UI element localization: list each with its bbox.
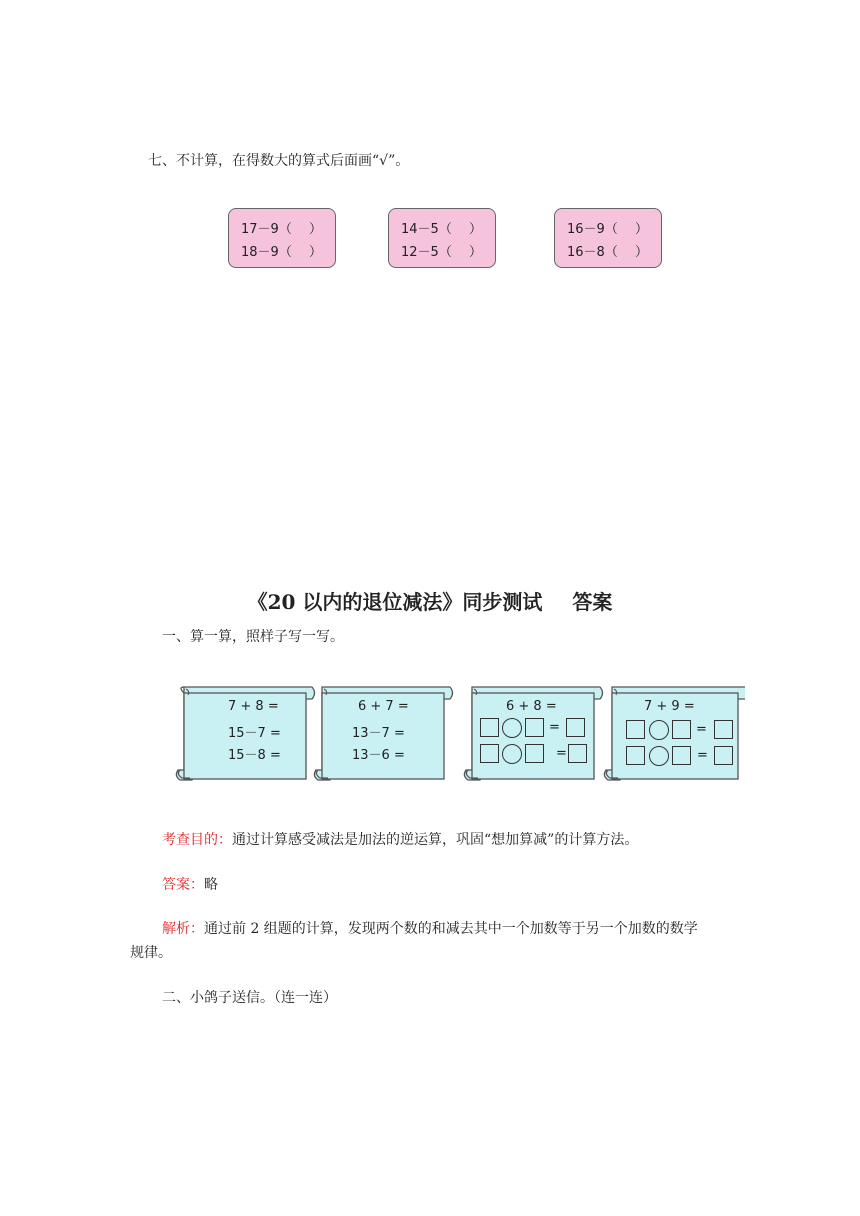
answer-title-text: 《20 以内的退位减法》同步测试 bbox=[247, 590, 543, 614]
comparison-line: 14－5（ ） bbox=[401, 222, 482, 237]
blank-square bbox=[525, 718, 544, 737]
blank-square bbox=[525, 744, 544, 763]
answer-text: 略 bbox=[204, 877, 218, 893]
scroll-card-3 bbox=[460, 684, 600, 784]
scroll-card-4 bbox=[600, 684, 740, 784]
analysis-paragraph bbox=[162, 918, 698, 938]
purpose-paragraph bbox=[162, 829, 638, 849]
equation-line: 13－7 = bbox=[352, 726, 405, 741]
blank-square bbox=[672, 746, 691, 765]
answer-label: 答案： bbox=[162, 877, 204, 893]
blank-square bbox=[626, 720, 645, 739]
analysis-text: 通过前 2 组题的计算，发现两个数的和减去其中一个加数等于另一个加数的数学 bbox=[204, 921, 698, 937]
equals-sign: = bbox=[556, 746, 567, 761]
scroll-card-2 bbox=[310, 684, 450, 784]
equation-line: 13－6 = bbox=[352, 748, 405, 763]
section-2-heading: 二、小鸽子送信。（连一连） bbox=[162, 990, 337, 1006]
equation-line: 15－7 = bbox=[228, 726, 281, 741]
analysis-continuation: 规律。 bbox=[130, 945, 172, 961]
blank-circle bbox=[502, 744, 522, 764]
blank-circle bbox=[502, 718, 522, 738]
equation-line: 6 + 7 = bbox=[358, 699, 409, 714]
blank-square bbox=[626, 746, 645, 765]
equation-line: 7 + 9 = bbox=[644, 699, 695, 714]
equation-line: 6 + 8 = bbox=[506, 699, 557, 714]
equals-sign: = bbox=[697, 748, 708, 763]
equation-line: 7 + 8 = bbox=[228, 699, 279, 714]
comparison-line: 12－5（ ） bbox=[401, 245, 482, 260]
equation-line: 15－8 = bbox=[228, 748, 281, 763]
comparison-line: 18－9（ ） bbox=[241, 245, 322, 260]
purpose-label: 考查目的： bbox=[162, 832, 232, 848]
analysis-label: 解析： bbox=[162, 921, 204, 937]
equals-sign: = bbox=[696, 722, 707, 737]
comparison-box-2 bbox=[388, 208, 496, 268]
answer-paragraph bbox=[162, 874, 218, 894]
scroll-card-1 bbox=[172, 684, 312, 784]
answer-title-suffix: 答案 bbox=[572, 590, 613, 614]
equals-sign: = bbox=[549, 720, 560, 735]
blank-square bbox=[566, 718, 585, 737]
comparison-line: 16－9（ ） bbox=[567, 222, 648, 237]
blank-square bbox=[480, 744, 499, 763]
purpose-text: 通过计算感受减法是加法的逆运算，巩固“想加算减”的计算方法。 bbox=[232, 832, 639, 848]
blank-circle bbox=[649, 746, 669, 766]
blank-square bbox=[714, 746, 733, 765]
comparison-box-1 bbox=[228, 208, 336, 268]
answer-title bbox=[0, 586, 860, 615]
blank-square bbox=[714, 720, 733, 739]
comparison-line: 16－8（ ） bbox=[567, 245, 648, 260]
blank-square bbox=[672, 720, 691, 739]
blank-square bbox=[568, 744, 587, 763]
blank-square bbox=[480, 718, 499, 737]
question-7-heading: 七、不计算，在得数大的算式后面画“√”。 bbox=[148, 153, 410, 169]
comparison-box-3 bbox=[554, 208, 662, 268]
section-1-heading: 一、算一算，照样子写一写。 bbox=[162, 629, 344, 645]
blank-circle bbox=[649, 720, 669, 740]
comparison-line: 17－9（ ） bbox=[241, 222, 322, 237]
